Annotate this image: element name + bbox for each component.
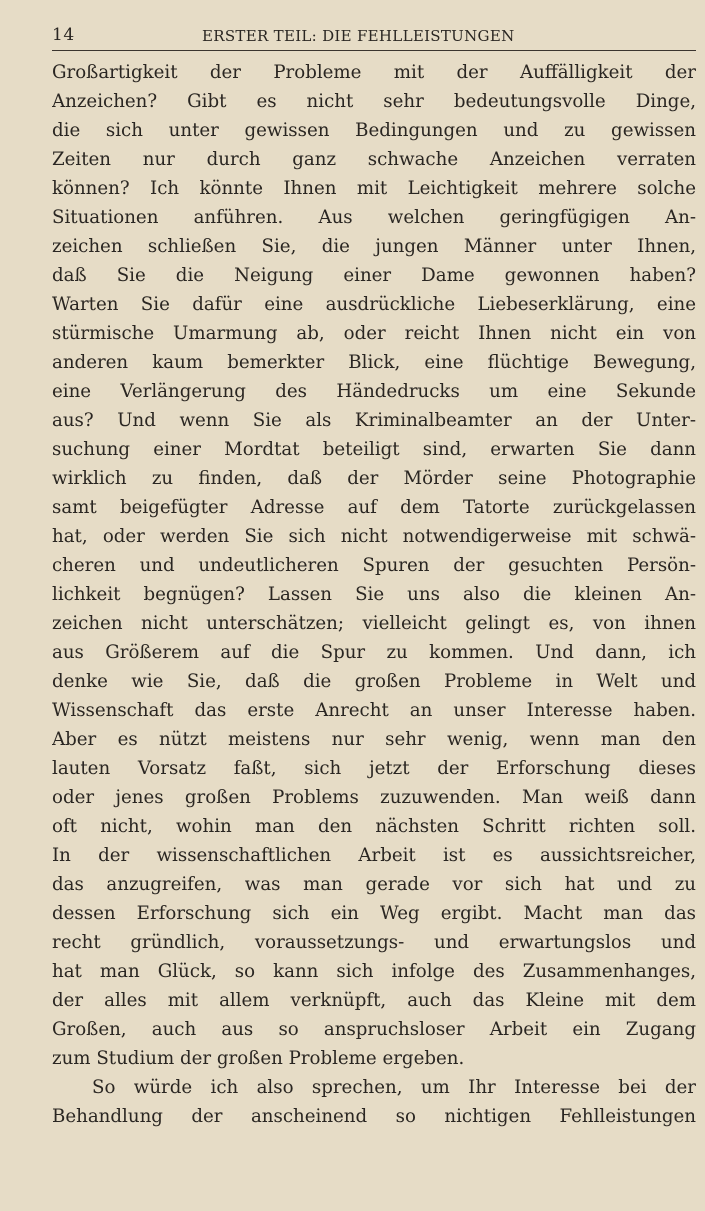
text-line: denke wie Sie, daß die großen Probleme in Welt und <box>52 671 696 692</box>
text-line: oft nicht, wohin man den nächsten Schritt richten soll. <box>52 816 696 837</box>
text-line: daß Sie die Neigung einer Dame gewonnen haben? <box>52 265 696 286</box>
text-line: eine Verlängerung des Händedrucks um eine Sekunde <box>52 381 696 402</box>
page-number: 14 <box>52 25 75 45</box>
text-line: Situationen anführen. Aus welchen geringfügigen An- <box>52 207 696 228</box>
text-line: können? Ich könnte Ihnen mit Leichtigkeit mehrere solche <box>52 178 696 199</box>
text-line: Großen, auch aus so anspruchsloser Arbeit ein Zugang <box>52 1019 696 1040</box>
text-line: Behandlung der anscheinend so nichtigen Fehlleistungen <box>52 1106 696 1127</box>
text-line: Aber es nützt meistens nur sehr wenig, wenn man den <box>52 729 696 750</box>
text-line: Wissenschaft das erste Anrecht an unser Interesse haben. <box>52 700 696 721</box>
text-line: zum Studium der großen Probleme ergeben. <box>52 1048 465 1069</box>
text-line: Anzeichen? Gibt es nicht sehr bedeutungsvolle Dinge, <box>52 91 696 112</box>
text-line: anderen kaum bemerkter Blick, eine flüchtige Bewegung, <box>52 352 696 373</box>
text-line: samt beigefügter Adresse auf dem Tatorte zurückgelassen <box>52 497 696 518</box>
text-line: zeichen nicht unterschätzen; vielleicht gelingt es, von ihnen <box>52 613 696 634</box>
text-line: hat, oder werden Sie sich nicht notwendigerweise mit schwä- <box>52 526 696 547</box>
text-line: oder jenes großen Problems zuzuwenden. Man weiß dann <box>52 787 696 808</box>
text-line: hat man Glück, so kann sich infolge des Zusammenhanges, <box>52 961 696 982</box>
text-line: die sich unter gewissen Bedingungen und zu gewissen <box>52 120 696 141</box>
header-rule <box>52 50 696 51</box>
text-line: suchung einer Mordtat beteiligt sind, erwarten Sie dann <box>52 439 696 460</box>
text-line: zeichen schließen Sie, die jungen Männer unter Ihnen, <box>52 236 696 257</box>
running-head: ERSTER TEIL: DIE FEHLLEISTUNGEN <box>202 27 515 45</box>
page-header <box>52 22 696 48</box>
text-line: der alles mit allem verknüpft, auch das Kleine mit dem <box>52 990 696 1011</box>
text-line: lauten Vorsatz faßt, sich jetzt der Erforschung dieses <box>52 758 696 779</box>
text-line: aus Größerem auf die Spur zu kommen. Und dann, ich <box>52 642 696 663</box>
body-text <box>52 58 696 1131</box>
text-line: In der wissenschaftlichen Arbeit ist es aussichtsreicher, <box>52 845 696 866</box>
text-line: cheren und undeutlicheren Spuren der gesuchten Persön- <box>52 555 696 576</box>
text-line: Zeiten nur durch ganz schwache Anzeichen verraten <box>52 149 696 170</box>
text-line: So würde ich also sprechen, um Ihr Interesse bei der <box>92 1077 696 1098</box>
text-line: Großartigkeit der Probleme mit der Auffälligkeit der <box>52 62 696 83</box>
text-line: lichkeit begnügen? Lassen Sie uns also die kleinen An- <box>52 584 696 605</box>
text-line: Warten Sie dafür eine ausdrückliche Liebeserklärung, eine <box>52 294 696 315</box>
text-line: dessen Erforschung sich ein Weg ergibt. Macht man das <box>52 903 696 924</box>
text-line: stürmische Umarmung ab, oder reicht Ihnen nicht ein von <box>52 323 696 344</box>
text-line: das anzugreifen, was man gerade vor sich hat und zu <box>52 874 696 895</box>
text-line: recht gründlich, voraussetzungs- und erwartungslos und <box>52 932 696 953</box>
text-line: wirklich zu finden, daß der Mörder seine Photographie <box>52 468 696 489</box>
text-line: aus? Und wenn Sie als Kriminalbeamter an der Unter- <box>52 410 696 431</box>
